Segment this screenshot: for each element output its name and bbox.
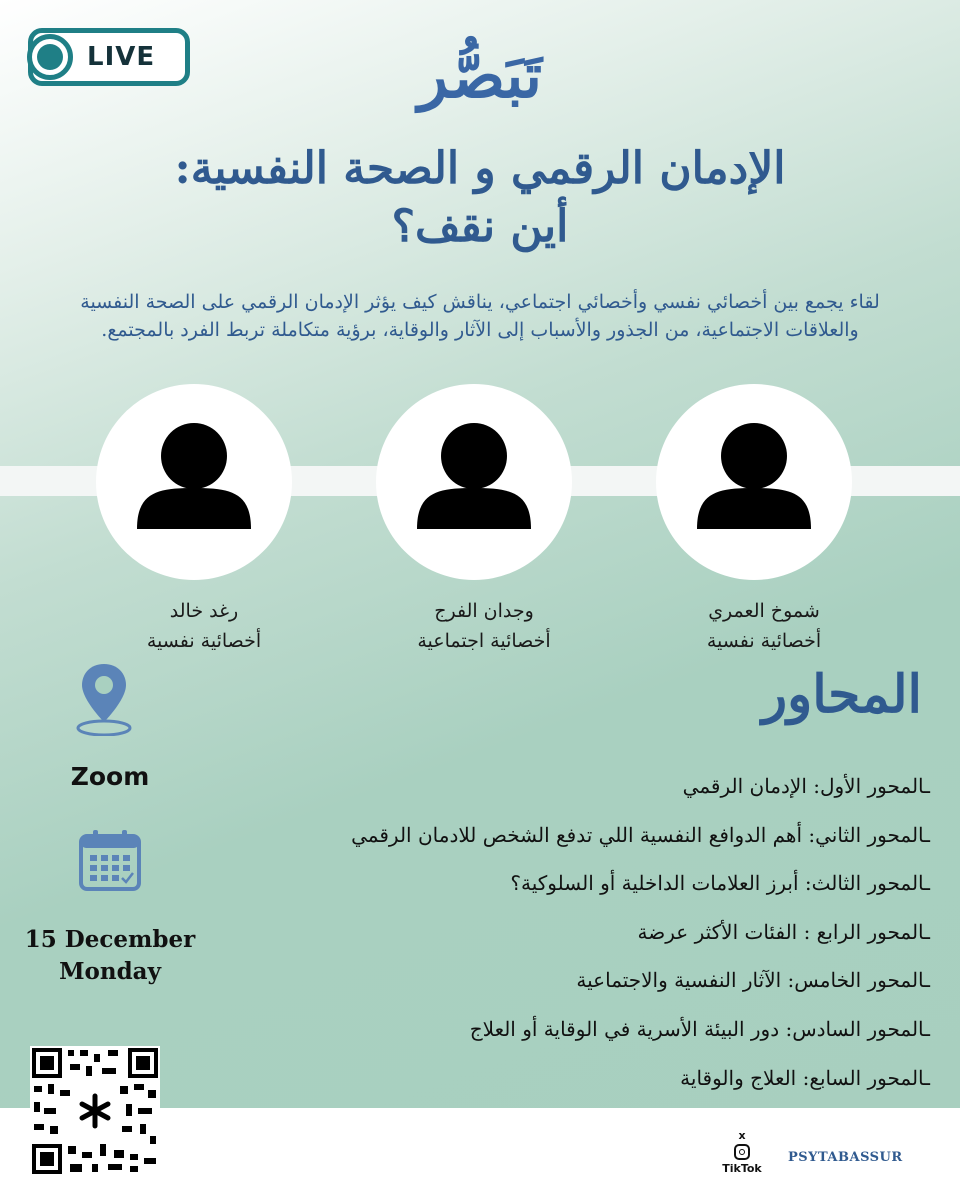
axis-item: ـالمحور الثالث: أبرز العلامات الداخلية أو السلوكية؟ xyxy=(510,871,930,896)
speaker-name: شموخ العمري xyxy=(708,600,820,622)
map-pin-icon xyxy=(74,660,134,736)
title-line-1: الإدمان الرقمي و الصحة النفسية: xyxy=(174,143,786,194)
axis-item: ـالمحور الخامس: الآثار النفسية والاجتماعية xyxy=(576,968,930,993)
qr-code[interactable] xyxy=(30,1046,160,1176)
page-title xyxy=(80,140,880,256)
description-line-1: لقاء يجمع بين أخصائي نفسي وأخصائي اجتماعي، يناقش كيف يؤثر الإدمان الرقمي على الصحة النفسية xyxy=(80,291,880,313)
axis-item: ـالمحور الثاني: أهم الدوافع النفسية اللي تدفع الشخص للادمان الرقمي xyxy=(351,822,930,847)
speaker-avatar-2 xyxy=(376,384,572,580)
title-line-2: أين نقف؟ xyxy=(391,201,569,252)
description-line-2: والعلاقات الاجتماعية، من الجذور والأسباب إلى الآثار والوقاية، برؤية متكاملة تربط الفرد بالمجتمع. xyxy=(101,319,859,341)
speaker-1 xyxy=(654,596,874,656)
live-dot-icon xyxy=(27,34,73,80)
calendar-icon xyxy=(78,828,142,892)
live-badge xyxy=(28,28,190,86)
social-links xyxy=(712,1130,772,1190)
axes-list xyxy=(230,762,930,1102)
axis-item: ـالمحور الرابع : الفئات الأكثر عرضة xyxy=(637,919,930,944)
speaker-3 xyxy=(94,596,314,656)
speaker-role: أخصائية اجتماعية xyxy=(417,630,551,652)
speaker-role: أخصائية نفسية xyxy=(706,630,822,652)
speaker-role: أخصائية نفسية xyxy=(146,630,262,652)
tiktok-icon[interactable]: TikTok xyxy=(722,1162,762,1175)
person-silhouette-icon xyxy=(376,384,572,580)
person-silhouette-icon xyxy=(96,384,292,580)
person-silhouette-icon xyxy=(656,384,852,580)
axis-item: ـالمحور السابع: العلاج والوقاية xyxy=(680,1065,930,1090)
qr-code-image xyxy=(30,1046,160,1176)
axis-item: ـالمحور السادس: دور البيئة الأسرية في الوقاية أو العلاج xyxy=(469,1016,930,1041)
social-handle: PSYTABASSUR xyxy=(788,1150,903,1165)
platform-label: Zoom xyxy=(70,762,150,791)
speaker-name: وجدان الفرج xyxy=(434,600,534,622)
axis-item: ـالمحور الأول: الإدمان الرقمي xyxy=(682,774,930,798)
event-description xyxy=(40,288,920,344)
logo: تَبَصُّر xyxy=(418,38,542,112)
speaker-avatar-3 xyxy=(96,384,292,580)
date-line-1: 15 December xyxy=(24,926,196,953)
instagram-icon[interactable] xyxy=(734,1144,750,1160)
live-label: LIVE xyxy=(87,42,156,72)
speaker-avatar-1 xyxy=(656,384,852,580)
event-date xyxy=(10,924,210,988)
speaker-2 xyxy=(374,596,594,656)
date-line-2: Monday xyxy=(59,958,161,985)
axes-title: المحاور xyxy=(762,664,922,725)
speaker-name: رغد خالد xyxy=(169,600,239,622)
x-icon[interactable]: x xyxy=(738,1129,746,1142)
